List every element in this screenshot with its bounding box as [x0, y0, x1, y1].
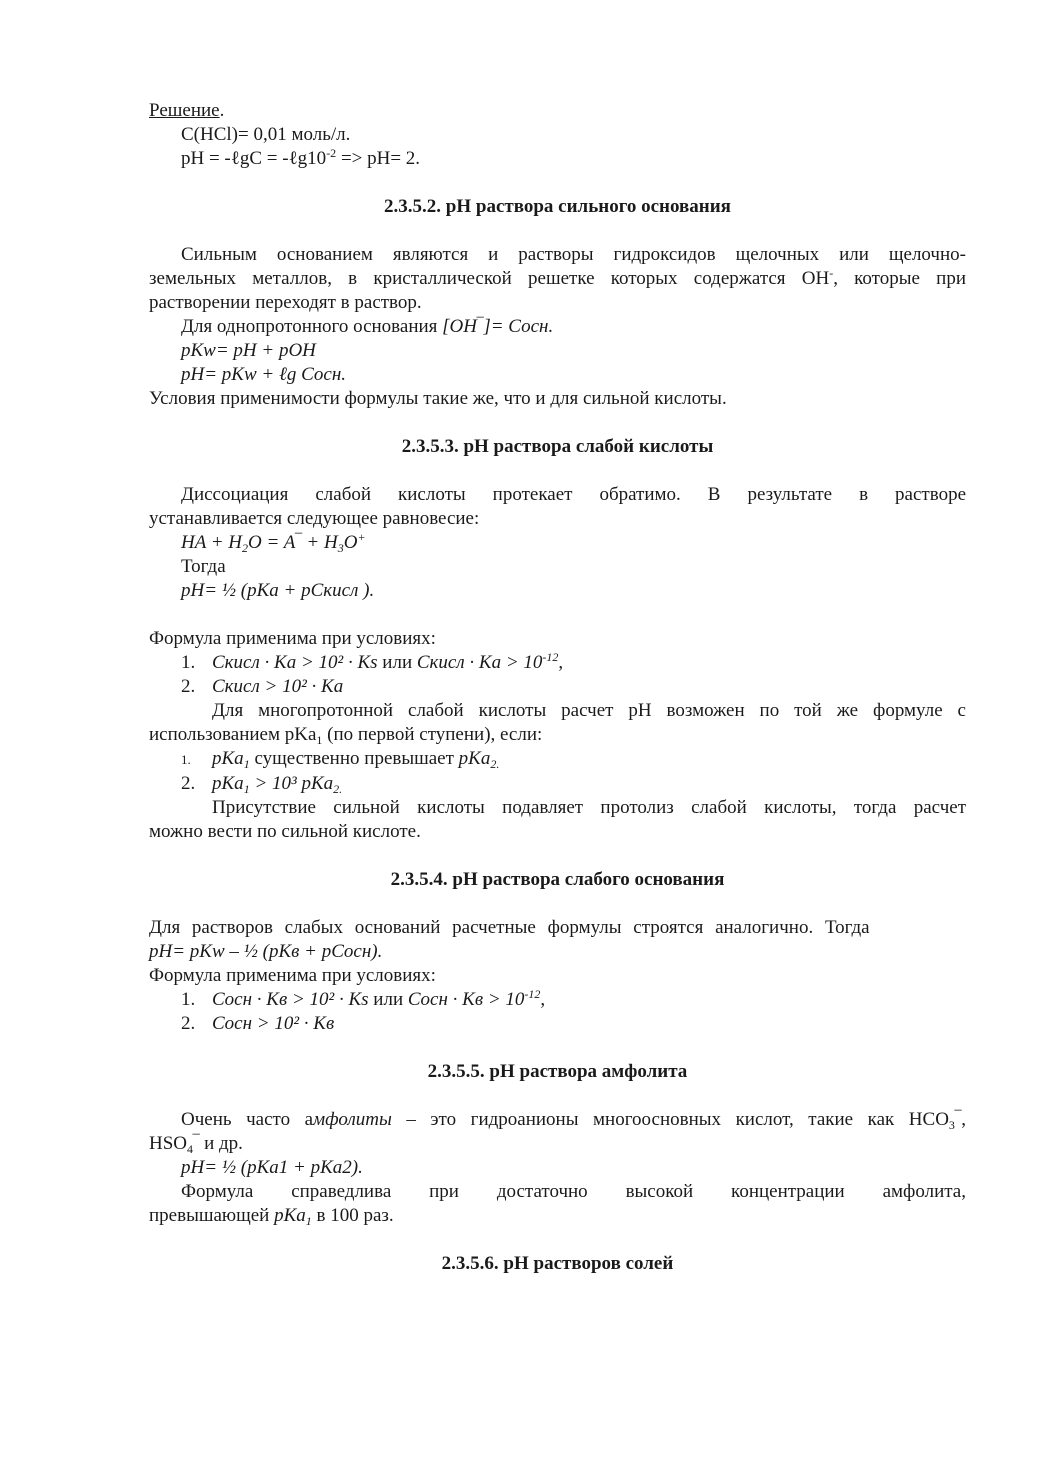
s2354-conditions-title: Формула применима при условиях:	[149, 965, 436, 986]
heading-2355: 2.3.5.5. pH раствора амфолита	[427, 1061, 688, 1082]
s2353-para-line-1: Диссоциация слабой кислоты протекает обратимо. В результате в растворе	[181, 484, 966, 505]
s2354-line-1: Для растворов слабых оснований расчетные формулы строятся аналогично. Тогда	[149, 917, 870, 938]
s2353-condition-2: 2. Cкисл > 10² · Ka	[181, 676, 344, 697]
solution-title-line: Решение.	[149, 100, 225, 121]
s2354-condition-2: 2. Cосн > 10² · Kв	[181, 1013, 335, 1034]
solution-line-2: pH = -ℓgC = $-\ell g10^{-2} => pH= 2$.	[181, 146, 421, 169]
s2353-para-line-2: устанавливается следующее равновесие:	[149, 508, 480, 529]
s2354-formula: pH= pKw – ½ (pKв + pCосн).	[149, 941, 383, 962]
s2352-para-line-3: растворении переходят в раствор.	[149, 292, 422, 313]
heading-2356: 2.3.5.6. pH растворов солей	[441, 1253, 674, 1274]
heading-2352: 2.3.5.2. pH раствора сильного основания	[384, 196, 731, 217]
s2355-line-5: превышающей pKa$_1$ в 100 раз.	[149, 1205, 394, 1228]
s2355-line-2: $HSO_4‾$ и др.	[149, 1133, 243, 1156]
s2353-multiprotic-line-2: использованием pKa$_1$ (по первой ступени), если:	[149, 724, 543, 747]
s2353-condition-1: 1. Cкисл · Ka > 10² · Ks или Cкисл · $Ka > 10^{-12}$,	[181, 650, 564, 673]
s2353-formula: pH= ½ (pKa + pCкисл ).	[181, 580, 375, 601]
s2352-monoprotic-line: Для однопротонного основания [OH‾]= Сосн.	[181, 316, 554, 337]
solution-title: Решение	[149, 100, 220, 121]
s2352-para-line-2: земельных металлов, в кристаллической решетке которых содержатся OH-, которые при	[149, 266, 966, 289]
s2355-line-1: Очень часто амфолиты – это гидроанионы многоосновных кислот, такие как $HCO_3‾$,	[181, 1109, 966, 1132]
s2353-multiprotic-line-1: Для многопротонной слабой кислоты расчет pH возможен по той же формуле с	[212, 700, 966, 721]
s2353-conditions-title: Формула применима при условиях:	[149, 628, 436, 649]
heading-2354: 2.3.5.4. pH раствора слабого основания	[390, 869, 725, 890]
s2352-para-line-1: Сильным основанием являются и растворы гидроксидов щелочных или щелочно-	[181, 244, 966, 265]
s2353-equilibrium-equation: HA + $H_2O$ = A‾ + $H_3O^+$	[181, 530, 366, 555]
s2352-note: Условия применимости формулы такие же, что и для сильной кислоты.	[149, 388, 727, 409]
s2352-formula-pkw: pKw= pH + pOH	[181, 340, 316, 361]
s2354-condition-1: 1. Cосн · Kв > 10² · Ks или Cосн · Kв > $10^{-12}$,	[181, 987, 546, 1010]
s2353-strong-acid-line-1: Присутствие сильной кислоты подавляет протолиз слабой кислоты, тогда расчет	[212, 797, 966, 818]
s2353-strong-acid-line-2: можно вести по сильной кислоте.	[149, 821, 421, 842]
s2355-line-4: Формула справедлива при достаточно высокой концентрации амфолита,	[181, 1181, 966, 1202]
s2352-formula-ph: pH= pKw + ℓg Сосн.	[181, 364, 347, 385]
s2353-multi-condition-2: 2. pKa$_1$ > 10³ pKa$_{2.}$	[181, 773, 343, 796]
solution-line-1: С(HCl)= 0,01 моль/л.	[181, 124, 351, 145]
document-page	[149, 99, 966, 1276]
s2355-formula: pH= ½ (pKa1 + pKa2).	[181, 1157, 363, 1178]
s2353-multi-condition-1: 1. pKa$_1$ существенно превышает pKa$_{2.}$	[181, 748, 500, 771]
s2353-then: Тогда	[181, 556, 226, 577]
heading-2353: 2.3.5.3. pH раствора слабой кислоты	[401, 436, 714, 457]
